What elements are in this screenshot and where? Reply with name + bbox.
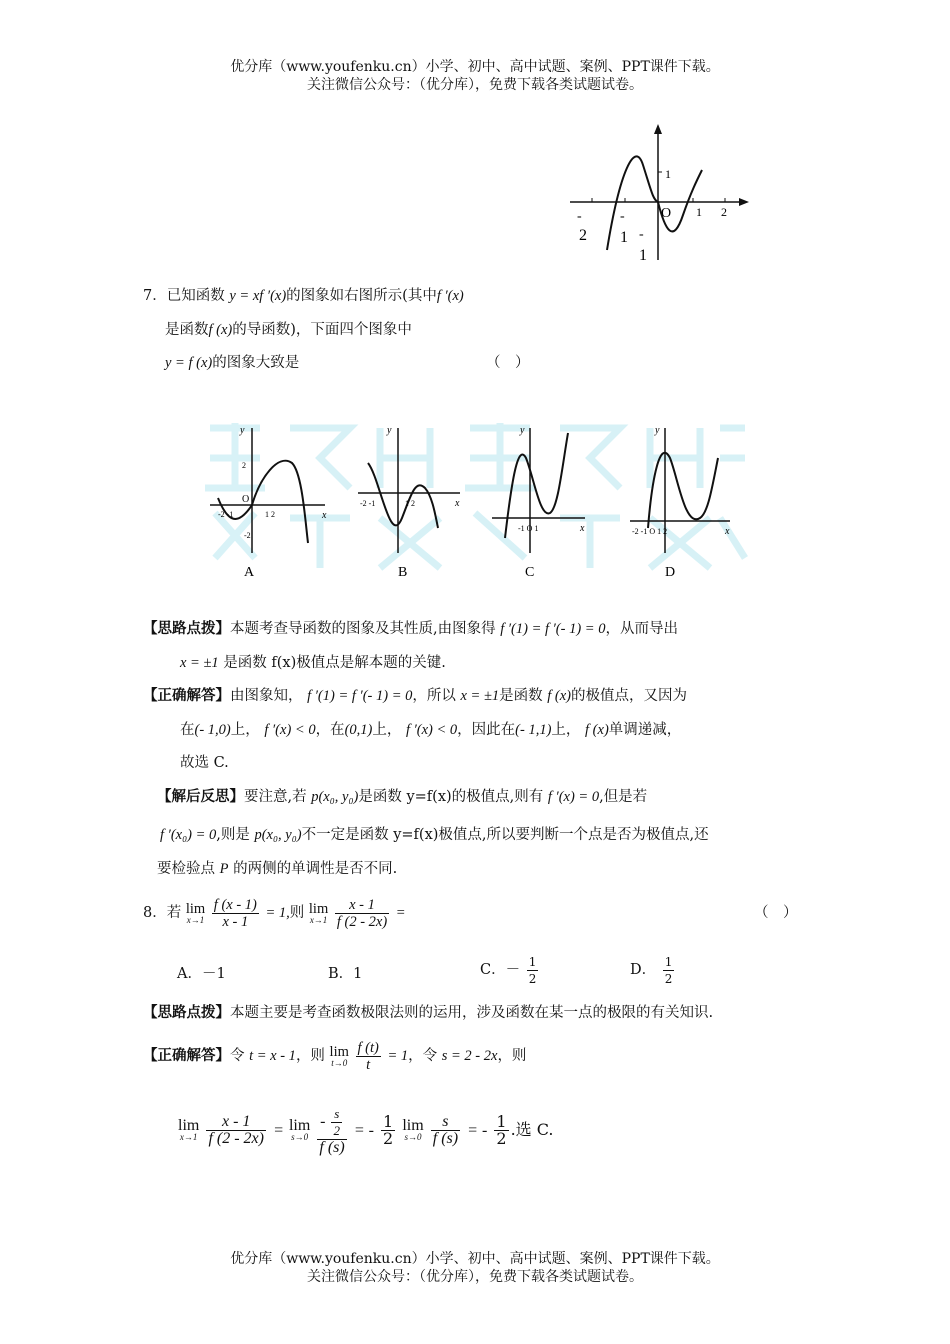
option-label: D． (630, 962, 657, 978)
q8-number: 8． (143, 905, 167, 921)
numerator: 1 (383, 1112, 394, 1131)
analysis-tag: 【思路点拨】 (143, 1004, 230, 1021)
q8-option-c (480, 952, 540, 988)
option-label: A． (177, 966, 202, 982)
formula: f ′(x) < 0 (264, 722, 316, 738)
footer-line-2: 关注微信公众号：（优分库），免费下载各类试题试卷。 (307, 1269, 643, 1285)
analysis-text: 的两侧的单调性是否不同. (233, 861, 398, 877)
formula: f (x) (547, 688, 572, 704)
numerator: f (t) (357, 1039, 379, 1056)
fraction (494, 1114, 508, 1147)
lim-symbol (309, 902, 328, 925)
analysis7-line-6 (157, 787, 647, 807)
analysis-text: ，则 (295, 1048, 325, 1064)
q7-number: 7． (143, 288, 167, 304)
analysis-text: 在 (180, 722, 195, 738)
q8-option-a (177, 962, 226, 983)
fig-y-1: 1 (665, 167, 671, 181)
svg-text:-1 O 1: -1 O 1 (518, 524, 539, 533)
formula: f ′(1) = f ′(- 1) = 0 (500, 621, 606, 637)
formula: (0,1) (344, 722, 373, 738)
lim-symbol (330, 1045, 349, 1068)
lim-symbol (178, 1119, 199, 1142)
denominator: f (s) (319, 1138, 345, 1156)
watermark (205, 423, 745, 568)
q7-text: 是函数 (165, 322, 209, 338)
analysis-text: 上， (372, 722, 402, 738)
fraction (663, 954, 675, 987)
svg-text:O: O (242, 494, 250, 505)
formula: P (219, 861, 229, 877)
numerator: x - 1 (206, 1114, 266, 1131)
analysis-text: 本题考查导函数的图象及其性质,由图象得 (230, 621, 496, 637)
lim-sub: x→1 (186, 914, 205, 925)
option-value: －1 (201, 966, 226, 982)
svg-text:1 2: 1 2 (265, 510, 275, 519)
denominator: 2 (333, 1122, 340, 1138)
lim-sub: x→1 (179, 1132, 198, 1142)
lim-sub: s→0 (291, 1132, 309, 1142)
q7-line-3 (165, 353, 299, 373)
final-answer: .选 C. (510, 1120, 554, 1139)
graph-a-label: A (244, 565, 255, 580)
lim-symbol (289, 1119, 310, 1142)
numerator: 1 (664, 954, 673, 969)
formula: = 1 (387, 1048, 409, 1064)
q7-text: 已知函数 (166, 288, 225, 304)
analysis-text: ,但是若 (599, 789, 648, 805)
q8-option-d (630, 952, 676, 988)
fraction (331, 1106, 342, 1139)
option-label: B． (328, 966, 354, 982)
analysis-tag: 【思路点拨】 (143, 620, 230, 637)
lim-text: lim (185, 900, 206, 917)
formula: f (x) (585, 722, 609, 738)
graph-d-label: D (665, 565, 676, 580)
denominator: 2 (664, 971, 673, 986)
analysis-text: ，则 (497, 1048, 527, 1064)
formula: p(x₀, y₀) (311, 789, 359, 805)
q8-option-b (328, 962, 362, 983)
denominator: 2 (528, 971, 537, 986)
lim-text: lim (402, 1117, 424, 1134)
svg-text:x: x (725, 526, 730, 537)
svg-text:y: y (520, 425, 525, 436)
lim-symbol (186, 902, 205, 925)
analysis7-line-8 (157, 859, 397, 879)
analysis-text: 要注意,若 (244, 789, 307, 805)
fig-x-neg1-num: 1 (620, 229, 628, 246)
fig-x-1: 1 (696, 205, 702, 219)
fraction (431, 1114, 460, 1147)
analysis-text: 的极值点，又因为 (571, 688, 688, 704)
svg-text:y: y (240, 425, 245, 436)
analysis8-line-1 (143, 1003, 713, 1023)
fraction (356, 1040, 381, 1073)
option-label: C． (480, 962, 506, 978)
formula: = (273, 1122, 284, 1139)
formula: x = ±1 (460, 688, 500, 704)
formula: f ′(x) = 0 (547, 789, 600, 805)
formula: f ′(x) < 0 (405, 722, 458, 738)
analysis-text: 上， (230, 722, 260, 738)
formula: x = ±1 (180, 655, 219, 671)
graph-d (630, 425, 730, 580)
page-footer (0, 1250, 950, 1286)
page-header (0, 58, 950, 94)
analysis8-final-equation (178, 1100, 554, 1161)
fig-y-neg1: - (639, 227, 644, 242)
analysis-text: ，因此在 (457, 722, 516, 738)
numerator: 1 (496, 1112, 507, 1131)
neg-sign: - (320, 1112, 326, 1130)
lim-sub: t→0 (331, 1057, 348, 1068)
analysis-text: ，从而导出 (605, 621, 678, 637)
derivative-graph-figure (565, 120, 765, 270)
analysis-tag: 【解后反思】 (157, 788, 244, 805)
analysis-text: 不一定是函数 y=f(x)极值点,所以要判断一个点是否为极值点,还 (301, 827, 709, 843)
graph-b (358, 425, 460, 580)
formula: = - (353, 1122, 374, 1139)
fraction (381, 1114, 395, 1147)
svg-text:y: y (387, 425, 392, 436)
svg-text:-2: -2 (244, 531, 251, 540)
analysis-tag: 【正确解答】 (143, 1047, 230, 1064)
graph-c-label: C (525, 565, 535, 580)
fraction (206, 1114, 266, 1147)
analysis-text: ，在 (315, 722, 345, 738)
analysis-text: 要检验点 (157, 861, 215, 877)
formula: f ′(1) = f ′(- 1) = 0 (307, 688, 413, 704)
analysis7-line-5: 故选 C. (180, 755, 229, 771)
denominator: t (366, 1056, 371, 1073)
svg-text:-2 -1: -2 -1 (360, 499, 376, 508)
lim-symbol (402, 1119, 423, 1142)
graph-c (492, 425, 585, 580)
analysis8-line-2 (143, 1036, 526, 1076)
denominator: f (2 - 2x) (208, 1130, 264, 1147)
q8-text: 则 (289, 905, 305, 921)
analysis-text: ，所以 (412, 688, 456, 704)
formula: p(x₀, y₀) (254, 827, 302, 843)
header-line-1: 优分库（www.youfenku.cn）小学、初中、高中试题、案例、PPT课件下载。 (230, 59, 720, 75)
svg-text:x: x (322, 510, 327, 521)
numerator: f (x - 1) (213, 896, 257, 913)
analysis-text: 是函数 y=f(x)的极值点,则有 (358, 789, 544, 805)
analysis-text: 令 (230, 1048, 245, 1064)
numerator: s (431, 1114, 460, 1131)
numerator: x - 1 (335, 897, 389, 914)
denominator: 2 (383, 1129, 394, 1148)
denominator: f (s) (432, 1130, 459, 1147)
q7-formula: y = xf ′(x) (229, 288, 287, 304)
analysis7-line-7 (160, 825, 709, 845)
formula: (- 1,0) (194, 722, 231, 738)
fig-y-neg1-num: 1 (639, 247, 647, 264)
formula: f ′(x₀) = 0 (160, 827, 217, 843)
analysis7-line-4 (180, 720, 681, 740)
denominator: f (2 - 2x) (336, 913, 388, 930)
formula: t = x - 1 (249, 1048, 296, 1064)
analysis-text: ，令 (408, 1048, 438, 1064)
analysis-text: 单调递减， (608, 722, 682, 738)
fig-origin: O (661, 206, 672, 221)
svg-text:-2 -1 O 1 2: -2 -1 O 1 2 (632, 527, 668, 536)
formula: s = 2 - 2x (441, 1048, 498, 1064)
svg-text:x: x (580, 523, 585, 534)
formula: = - (467, 1122, 488, 1139)
fraction (317, 1106, 346, 1156)
choice-graphs-figure (200, 418, 750, 583)
formula: (- 1,1) (515, 722, 552, 738)
lim-text: lim (308, 900, 329, 917)
q8-answer-paren: （ ） (754, 905, 798, 921)
q7-line-2 (165, 320, 412, 340)
analysis-text: 由图象知， (230, 688, 303, 704)
q8-text: 若 (166, 905, 182, 921)
denominator: 2 (496, 1129, 507, 1148)
q7-text: 的导函数)，下面四个图象中 (232, 322, 412, 338)
lim-sub: x→1 (309, 914, 328, 925)
lim-text: lim (178, 1117, 200, 1134)
svg-text:-2 -1: -2 -1 (218, 510, 234, 519)
q7-formula: f ′(x) (436, 288, 464, 304)
svg-text:x: x (455, 498, 460, 509)
numerator: 1 (528, 954, 537, 969)
fig-x-neg1: - (620, 209, 625, 224)
analysis-text: 上， (551, 722, 581, 738)
q8-stem (143, 893, 406, 933)
analysis-text: 是函数 (499, 688, 543, 704)
q7-line-1 (143, 286, 464, 306)
analysis-text: 是函数 f(x)极值点是解本题的关键. (223, 655, 446, 671)
numerator: s (331, 1106, 342, 1123)
header-line-2: 关注微信公众号：（优分库），免费下载各类试题试卷。 (307, 77, 643, 93)
analysis-text: 本题主要是考查函数极限法则的运用，涉及函数在某一点的极限的有关知识. (230, 1005, 714, 1021)
analysis7-line-3 (143, 686, 687, 706)
graph-b-label: B (398, 565, 408, 580)
q7-answer-paren: （ ） (486, 355, 530, 371)
denominator: x - 1 (222, 913, 249, 930)
analysis7-line-1 (143, 619, 678, 639)
fraction (335, 897, 389, 930)
lim-sub: s→0 (404, 1132, 422, 1142)
graph-a (210, 425, 327, 580)
q7-formula: y = f (x) (165, 355, 213, 371)
svg-text:y: y (655, 425, 660, 436)
fraction (212, 897, 259, 930)
fig-x-neg2: - (577, 209, 582, 224)
footer-line-1: 优分库（www.youfenku.cn）小学、初中、高中试题、案例、PPT课件下载。 (230, 1251, 720, 1267)
svg-text:2: 2 (242, 461, 246, 470)
analysis7-line-2 (180, 653, 446, 673)
fig-x-neg2-num: 2 (579, 227, 587, 244)
lim-text: lim (288, 1117, 311, 1134)
fig-x-2: 2 (721, 205, 727, 219)
q8-eq: = (395, 905, 406, 921)
numerator (317, 1106, 346, 1140)
option-value: － (505, 962, 521, 978)
fraction (527, 954, 539, 987)
svg-text:1 2: 1 2 (405, 499, 415, 508)
option-value: 1 (353, 966, 363, 982)
q7-formula: f (x) (208, 322, 233, 338)
lim-text: lim (329, 1043, 349, 1060)
q8-eq: = 1, (265, 905, 290, 921)
analysis-tag: 【正确解答】 (143, 687, 230, 704)
q7-text: 的图象大致是 (212, 355, 300, 371)
analysis-text: ,则是 (216, 827, 250, 843)
q7-text: 的图象如右图所示(其中 (286, 288, 437, 304)
